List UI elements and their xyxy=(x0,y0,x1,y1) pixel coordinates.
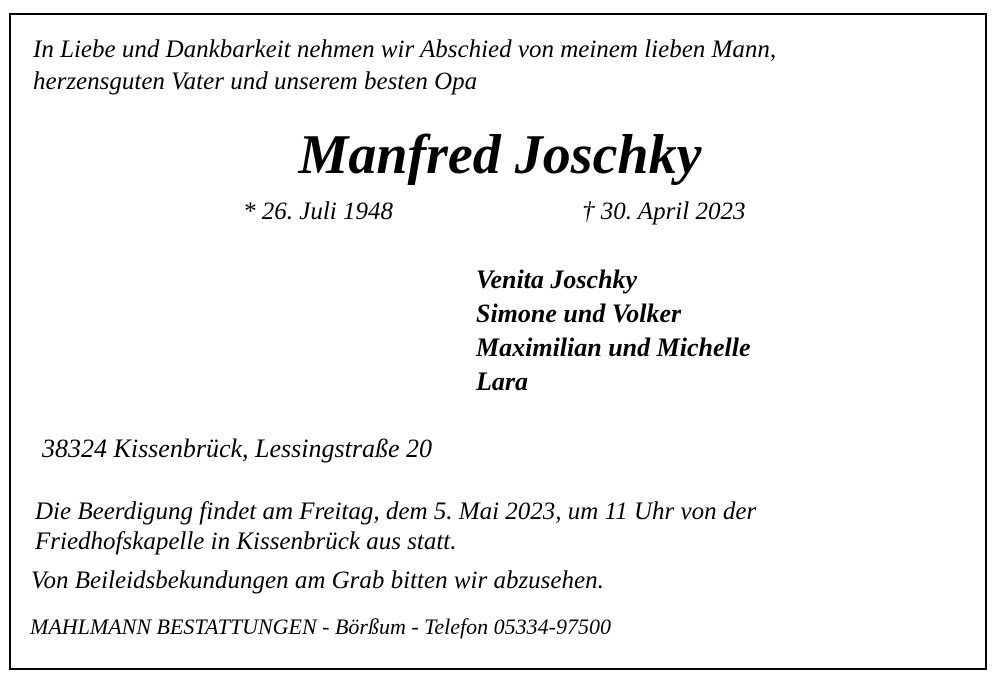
funeral-details xyxy=(35,497,756,557)
mourners-list xyxy=(476,263,751,399)
birth-date: * 26. Juli 1948 xyxy=(243,198,393,225)
intro-text xyxy=(33,34,776,98)
intro-line: In Liebe und Dankbarkeit nehmen wir Abschied von meinem lieben Mann, xyxy=(33,36,777,63)
undertaker-info: MAHLMANN BESTATTUNGEN - Börßum - Telefon 05334-97500 xyxy=(30,614,611,639)
family-address: 38324 Kissenbrück, Lessingstraße 20 xyxy=(42,434,432,463)
death-date: † 30. April 2023 xyxy=(582,198,746,225)
mourner-name: Simone und Volker xyxy=(476,299,682,328)
funeral-line: Friedhofskapelle in Kissenbrück aus statt. xyxy=(35,528,457,555)
intro-line: herzensguten Vater und unserem besten Opa xyxy=(33,68,478,95)
mourner-name: Venita Joschky xyxy=(476,265,638,294)
funeral-line: Die Beerdigung findet am Freitag, dem 5. Mai 2023, um 11 Uhr von der xyxy=(35,498,757,525)
condolence-note: Von Beileidsbekundungen am Grab bitten wir abzusehen. xyxy=(31,567,604,594)
deceased-name: Manfred Joschky xyxy=(298,124,702,186)
mourner-name: Maximilian und Michelle xyxy=(476,333,751,362)
mourner-name: Lara xyxy=(476,367,528,396)
